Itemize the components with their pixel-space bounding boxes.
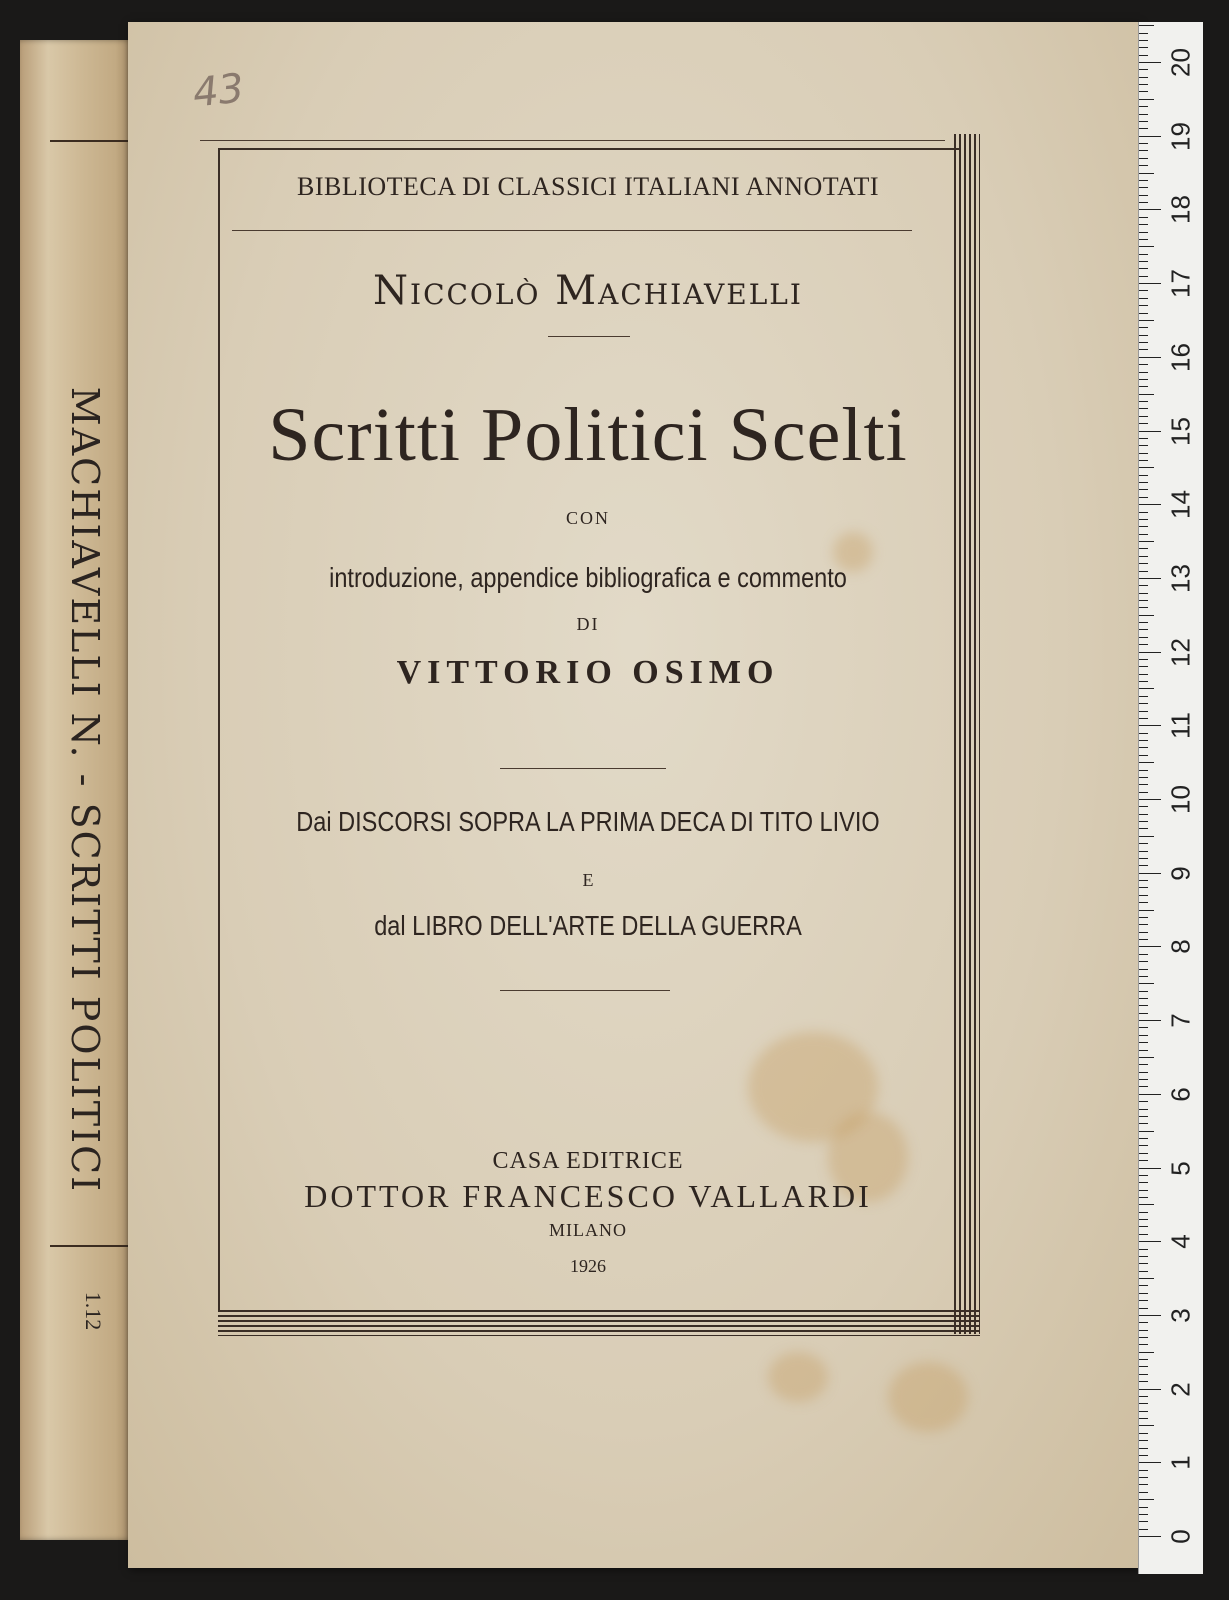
ruler-tick [1139, 283, 1161, 284]
ruler-tick [1139, 836, 1154, 837]
ruler-label: 8 [1165, 939, 1196, 955]
ruler-tick [1139, 1079, 1148, 1080]
ruler-tick [1139, 961, 1148, 962]
ruler-tick [1139, 1020, 1161, 1021]
ruler-tick [1139, 1492, 1148, 1493]
publisher-name: DOTTOR FRANCESCO VALLARDI [304, 1178, 872, 1214]
ruler-tick [1139, 232, 1148, 233]
ruler-tick [1139, 1175, 1148, 1176]
book-title: Scritti Politici Scelti [268, 393, 908, 477]
ruler-tick [1139, 298, 1148, 299]
ruler-tick [1139, 1219, 1148, 1220]
ruler-label: 15 [1165, 416, 1196, 446]
ruler-tick [1139, 659, 1148, 660]
ruler-tick [1139, 1477, 1148, 1478]
ruler-label: 5 [1165, 1160, 1196, 1176]
ruler-label: 1 [1165, 1455, 1196, 1471]
ruler-tick [1139, 408, 1148, 409]
ruler-tick [1139, 976, 1148, 977]
ruler-tick [1139, 666, 1148, 667]
ruler-tick [1139, 327, 1148, 328]
ruler-tick [1139, 195, 1148, 196]
ruler-tick [1139, 917, 1148, 918]
ruler-label: 3 [1165, 1308, 1196, 1323]
ruler-tick [1139, 1263, 1148, 1264]
ruler-tick [1139, 998, 1148, 999]
ruler-tick [1139, 887, 1148, 888]
ruler-label: 7 [1165, 1013, 1196, 1028]
ruler-tick [1139, 1168, 1161, 1169]
ruler-label: 2 [1165, 1381, 1196, 1397]
ruler-tick [1139, 1308, 1148, 1309]
ruler-label: 16 [1165, 342, 1196, 372]
ruler-label: 13 [1165, 563, 1196, 593]
ruler-tick [1139, 372, 1148, 373]
ruler-tick [1139, 733, 1148, 734]
ruler-tick [1139, 261, 1148, 262]
spine-rule-top [50, 140, 140, 142]
ruler-tick [1139, 1094, 1161, 1095]
ruler-tick [1139, 932, 1148, 933]
ruler-label: 12 [1165, 637, 1196, 667]
ruler-tick [1139, 33, 1148, 34]
ruler-tick [1139, 585, 1148, 586]
ruler-tick [1139, 910, 1154, 911]
ruler-tick [1139, 290, 1148, 291]
ruler-tick [1139, 1050, 1148, 1051]
ruler-tick [1139, 453, 1148, 454]
ruler-tick [1139, 114, 1148, 115]
spine-number: 1.12 [81, 1291, 106, 1331]
ruler-tick [1139, 1536, 1161, 1537]
ruler-tick [1139, 1190, 1148, 1191]
ruler-tick [1139, 784, 1148, 785]
author-name: Niccolò Machiavelli [373, 268, 803, 314]
ruler-tick [1139, 1116, 1148, 1117]
ruler-tick [1139, 873, 1161, 874]
ruler-tick [1139, 55, 1148, 56]
ruler-tick [1139, 954, 1148, 955]
source-arte-guerra: dal LIBRO DELL'ARTE DELLA GUERRA [374, 910, 802, 941]
ruler-tick [1139, 416, 1148, 417]
ruler-tick [1139, 895, 1148, 896]
ruler-tick [1139, 1271, 1148, 1272]
ruler-tick [1139, 91, 1148, 92]
ruler-tick [1139, 777, 1148, 778]
ruler-tick [1139, 305, 1148, 306]
ruler-tick [1139, 25, 1154, 26]
ruler-tick [1139, 445, 1148, 446]
ruler-tick [1139, 1425, 1154, 1426]
ruler-tick [1139, 762, 1154, 763]
publication-year: 1926 [570, 1256, 606, 1276]
ruler-tick [1139, 1145, 1148, 1146]
rule-mid [500, 768, 666, 769]
spine-title-area [50, 290, 120, 1290]
ruler-tick [1139, 173, 1154, 174]
ruler-tick [1139, 939, 1148, 940]
ruler-tick [1139, 806, 1148, 807]
ruler-tick [1139, 342, 1148, 343]
ruler-tick [1139, 858, 1148, 859]
ruler-tick [1139, 401, 1148, 402]
ruler-tick [1139, 1499, 1154, 1500]
ruler-tick [1139, 740, 1148, 741]
ruler-label: 14 [1165, 490, 1196, 520]
ruler-tick [1139, 1359, 1148, 1360]
ruler-tick [1139, 1249, 1148, 1250]
ruler-tick [1139, 629, 1148, 630]
ruler-tick [1139, 1241, 1161, 1242]
ruler-tick [1139, 1153, 1148, 1154]
ruler-tick [1139, 1138, 1148, 1139]
ruler-tick [1139, 165, 1148, 166]
ruler-tick [1139, 467, 1154, 468]
ruler-tick [1139, 1374, 1148, 1375]
ruler-tick [1139, 150, 1148, 151]
ruler-label: 11 [1165, 712, 1196, 740]
ruler-tick [1139, 379, 1148, 380]
ruler-tick [1139, 799, 1161, 800]
handwritten-number: 43 [190, 65, 247, 117]
ruler-tick [1139, 128, 1148, 129]
ruler-tick [1139, 431, 1161, 432]
publisher-city: MILANO [549, 1220, 627, 1240]
editor-name: VITTORIO OSIMO [396, 654, 780, 691]
ruler-tick [1139, 615, 1154, 616]
foxing-stain [768, 1352, 828, 1402]
ruler-tick [1139, 644, 1148, 645]
rule-top [200, 140, 945, 141]
ruler-tick [1139, 62, 1161, 63]
ruler-tick [1139, 688, 1154, 689]
ruler-tick [1139, 268, 1148, 269]
ruler-tick [1139, 504, 1161, 505]
ruler-tick [1139, 681, 1148, 682]
rule-ornament [500, 990, 670, 991]
ruler-tick [1139, 1027, 1148, 1028]
ruler-tick [1139, 1226, 1148, 1227]
ruler-tick [1139, 47, 1148, 48]
di-text: DI [576, 614, 600, 634]
ruler-tick [1139, 703, 1148, 704]
ruler-tick [1139, 1086, 1148, 1087]
ruler-tick [1139, 423, 1148, 424]
ruler-tick [1139, 991, 1148, 992]
ruler-tick [1139, 946, 1161, 947]
ruler-label: 17 [1165, 269, 1196, 299]
ruler-tick [1139, 1403, 1148, 1404]
ruler-tick [1139, 983, 1154, 984]
ruler-tick [1139, 1035, 1148, 1036]
ruler-tick [1139, 77, 1148, 78]
ruler-tick [1139, 475, 1148, 476]
ruler-tick [1139, 1278, 1154, 1279]
ruler-tick [1139, 357, 1161, 358]
ruler-tick [1139, 438, 1148, 439]
ruler-tick [1139, 674, 1148, 675]
ruler-tick [1139, 792, 1148, 793]
con-text: CON [565, 508, 610, 528]
measuring-ruler [1138, 22, 1203, 1574]
ruler-tick [1139, 1123, 1148, 1124]
ruler-tick [1139, 534, 1148, 535]
ruler-tick [1139, 1337, 1148, 1338]
ruler-tick [1139, 1212, 1148, 1213]
ruler-tick [1139, 1433, 1148, 1434]
publisher-label: CASA EDITRICE [492, 1148, 684, 1174]
ruler-tick [1139, 1514, 1148, 1515]
ruler-tick [1139, 1042, 1148, 1043]
ruler-tick [1139, 489, 1148, 490]
ruler-tick [1139, 607, 1148, 608]
ruler-tick [1139, 578, 1161, 579]
ruler-tick [1139, 1455, 1148, 1456]
ruler-tick [1139, 209, 1161, 210]
ruler-tick [1139, 880, 1148, 881]
ruler-tick [1139, 99, 1154, 100]
ruler-tick [1139, 1352, 1154, 1353]
ruler-tick [1139, 512, 1148, 513]
ruler-tick [1139, 1484, 1148, 1485]
ruler-tick [1139, 482, 1148, 483]
ruler-tick [1139, 541, 1154, 542]
ruler-tick [1139, 747, 1148, 748]
series-title: BIBLIOTECA DI CLASSICI ITALIANI ANNOTATI [296, 172, 879, 201]
ruler-tick [1139, 851, 1148, 852]
ruler-tick [1139, 1315, 1161, 1316]
ruler-tick [1139, 1448, 1148, 1449]
ruler-tick [1139, 770, 1148, 771]
ruler-tick [1139, 69, 1148, 70]
ruler-tick [1139, 1072, 1148, 1073]
ruler-tick [1139, 1418, 1148, 1419]
ruler-tick [1139, 217, 1148, 218]
ruler-tick [1139, 187, 1148, 188]
ruler-tick [1139, 202, 1148, 203]
ruler-label: 18 [1165, 195, 1196, 225]
ruler-label: 20 [1165, 48, 1196, 77]
ruler-label: 10 [1165, 785, 1196, 814]
ruler-tick [1139, 246, 1154, 247]
ruler-tick [1139, 652, 1161, 653]
ruler-tick [1139, 313, 1148, 314]
ruler-label: 6 [1165, 1087, 1196, 1102]
e-text: E [582, 870, 594, 890]
ruler-tick [1139, 843, 1148, 844]
ruler-tick [1139, 254, 1148, 255]
ruler-label: 19 [1165, 121, 1196, 151]
ruler-tick [1139, 1507, 1148, 1508]
ruler-tick [1139, 519, 1148, 520]
ruler-tick [1139, 386, 1148, 387]
ruler-tick [1139, 969, 1148, 970]
ruler-tick [1139, 394, 1154, 395]
frame-shadow-bottom [218, 1310, 980, 1336]
ruler-tick [1139, 1529, 1148, 1530]
ruler-tick [1139, 320, 1154, 321]
ruler-tick [1139, 1293, 1148, 1294]
ruler-tick [1139, 239, 1148, 240]
ruler-tick [1139, 136, 1161, 137]
ruler-tick [1139, 497, 1148, 498]
ruler-tick [1139, 1109, 1148, 1110]
ruler-tick [1139, 1300, 1148, 1301]
ruler-tick [1139, 1396, 1148, 1397]
ruler-tick [1139, 1462, 1161, 1463]
ruler-tick [1139, 637, 1148, 638]
ruler-tick [1139, 335, 1148, 336]
ruler-tick [1139, 1344, 1148, 1345]
ruler-tick [1139, 1521, 1148, 1522]
ruler-tick [1139, 1440, 1148, 1441]
ruler-tick [1139, 1057, 1154, 1058]
ruler-tick [1139, 276, 1148, 277]
ruler-tick [1139, 725, 1161, 726]
foxing-stain [888, 1362, 968, 1432]
rule-series [232, 230, 912, 231]
ruler-tick [1139, 460, 1148, 461]
intro-line: introduzione, appendice bibliografica e commento [329, 562, 847, 593]
book-spine [20, 40, 132, 1540]
rule-author [548, 336, 630, 337]
ruler-tick [1139, 622, 1148, 623]
ruler-tick [1139, 718, 1148, 719]
ruler-label: 0 [1165, 1529, 1196, 1544]
ruler-tick [1139, 1064, 1148, 1065]
ruler-tick [1139, 1256, 1148, 1257]
ruler-tick [1139, 563, 1148, 564]
ruler-tick [1139, 755, 1148, 756]
ruler-tick [1139, 224, 1148, 225]
ruler-tick [1139, 1160, 1148, 1161]
ruler-tick [1139, 1322, 1148, 1323]
ruler-tick [1139, 180, 1148, 181]
ruler-tick [1139, 158, 1148, 159]
ruler-label: 4 [1165, 1234, 1196, 1249]
ruler-tick [1139, 1182, 1148, 1183]
ruler-tick [1139, 1381, 1148, 1382]
ruler-tick [1139, 1197, 1148, 1198]
ruler-tick [1139, 84, 1148, 85]
ruler-tick [1139, 40, 1148, 41]
ruler-tick [1139, 924, 1148, 925]
ruler-tick [1139, 1131, 1154, 1132]
source-discorsi: Dai DISCORSI SOPRA LA PRIMA DECA DI TITO LIVIO [296, 806, 880, 837]
ruler-tick [1139, 1234, 1148, 1235]
ruler-tick [1139, 1470, 1148, 1471]
ruler-tick [1139, 548, 1148, 549]
ruler-tick [1139, 593, 1148, 594]
ruler-tick [1139, 556, 1148, 557]
ruler-tick [1139, 349, 1148, 350]
ruler-tick [1139, 1013, 1148, 1014]
ruler-tick [1139, 1330, 1148, 1331]
ruler-tick [1139, 1411, 1148, 1412]
ruler-tick [1139, 526, 1148, 527]
ruler-tick [1139, 364, 1148, 365]
ruler-tick [1139, 1005, 1148, 1006]
ruler-tick [1139, 600, 1148, 601]
ruler-tick [1139, 814, 1148, 815]
ruler-tick [1139, 696, 1148, 697]
ruler-tick [1139, 1389, 1161, 1390]
ruler-tick [1139, 106, 1148, 107]
spine-title: MACHIAVELLI N. - SCRITTI POLITICI [63, 386, 108, 1194]
ruler-label: 9 [1165, 865, 1196, 881]
ruler-tick [1139, 143, 1148, 144]
title-frame [218, 148, 960, 1312]
ruler-tick [1139, 1285, 1148, 1286]
ruler-tick [1139, 121, 1148, 122]
ruler-tick [1139, 902, 1148, 903]
ruler-tick [1139, 1204, 1154, 1205]
ruler-tick [1139, 865, 1148, 866]
ruler-tick [1139, 571, 1148, 572]
ruler-tick [1139, 828, 1148, 829]
ruler-tick [1139, 1101, 1148, 1102]
ruler-tick [1139, 821, 1148, 822]
ruler-tick [1139, 1366, 1148, 1367]
ruler-tick [1139, 711, 1148, 712]
